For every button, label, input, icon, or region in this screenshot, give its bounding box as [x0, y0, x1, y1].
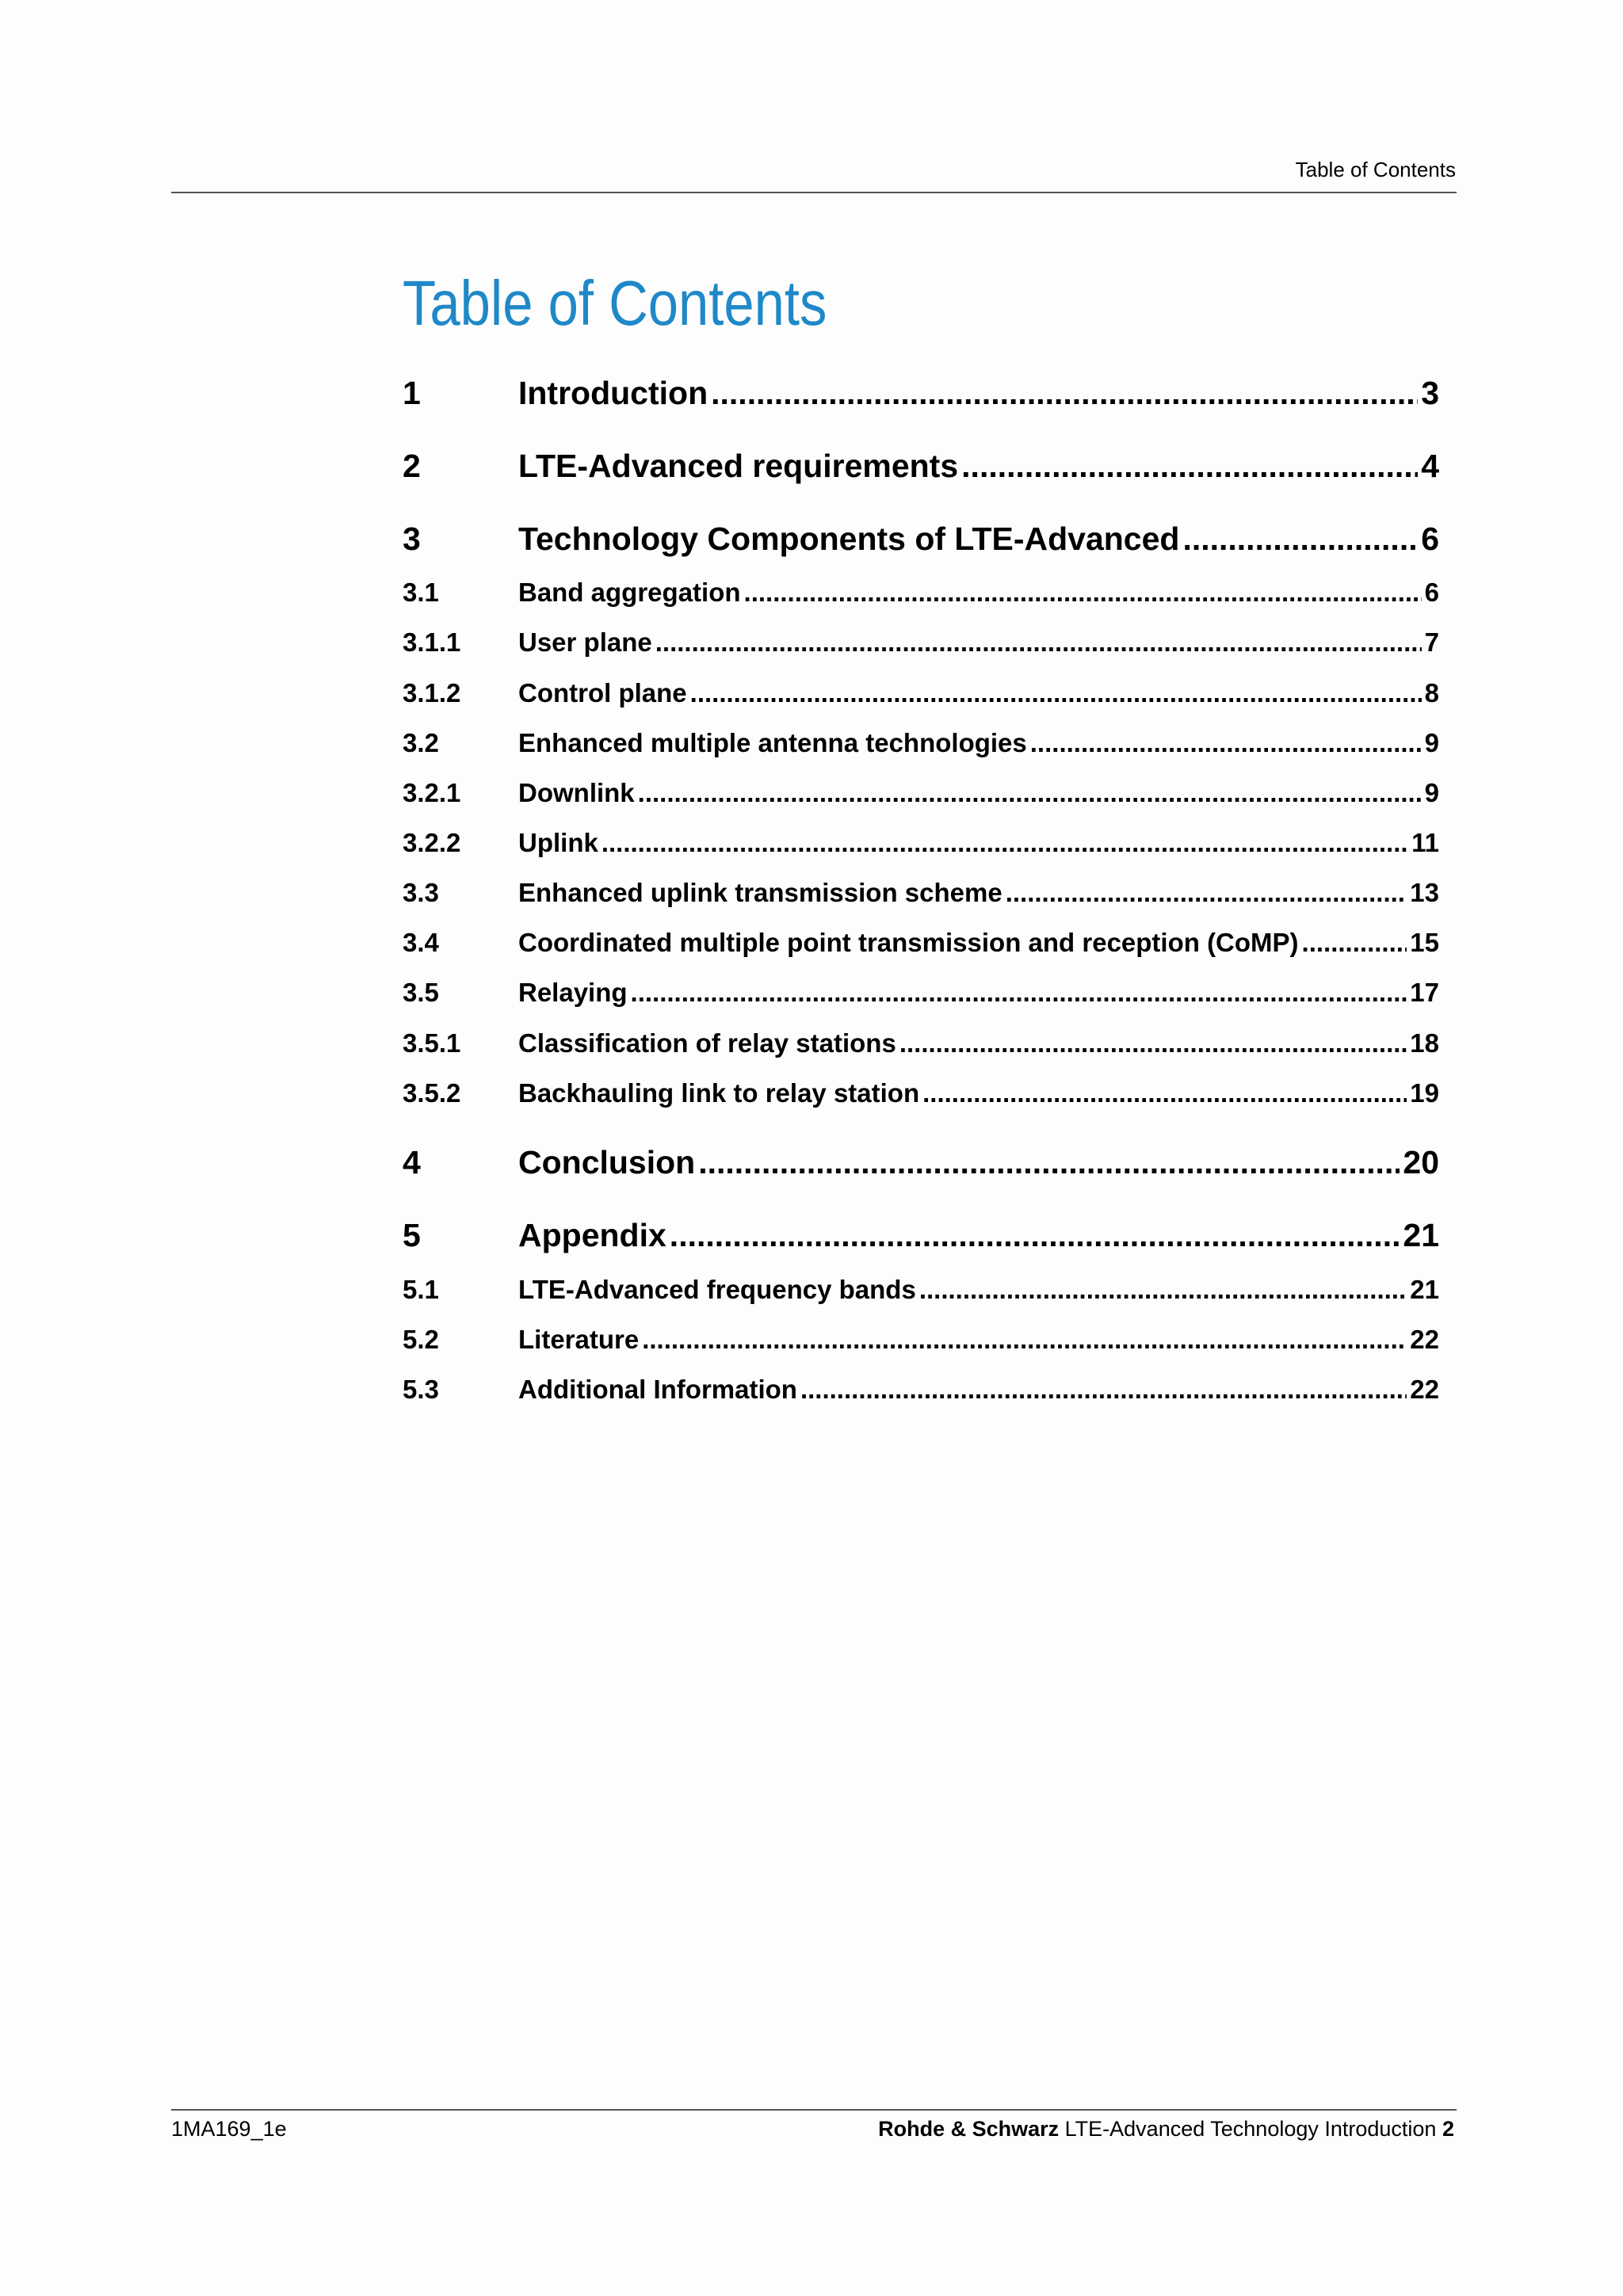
toc-entry-page: 9: [1424, 728, 1439, 757]
toc-entry-title: Appendix: [518, 1217, 666, 1253]
toc-entry-page: 8: [1424, 678, 1439, 707]
toc-entry-number: 3.2.1: [403, 778, 461, 807]
toc-entry-page: 19: [1410, 1078, 1439, 1108]
toc-entry-page: 13: [1410, 878, 1439, 907]
toc-entry-number: 3: [403, 521, 421, 557]
toc-entry-title: Coordinated multiple point transmission and reception (CoMP): [518, 928, 1299, 957]
toc-dot-leader: [642, 1324, 1407, 1356]
toc-entry-title: Literature: [518, 1325, 640, 1354]
toc-entry-title: Enhanced uplink transmission scheme: [518, 878, 1002, 907]
toc-dot-leader: [638, 777, 1422, 809]
toc-dot-leader: [744, 577, 1422, 608]
toc-dot-leader: [899, 1028, 1407, 1059]
toc-entry-number: 3.1: [403, 578, 439, 607]
toc-entry[interactable]: [403, 877, 1439, 909]
toc-entry-number: 3.4: [403, 928, 439, 957]
toc-entry-page: 6: [1424, 578, 1439, 607]
toc-dot-leader: [711, 374, 1418, 412]
toc-entry-page: 21: [1410, 1275, 1439, 1304]
toc-dot-leader: [1182, 520, 1418, 558]
toc-entry-page: 15: [1410, 928, 1439, 957]
toc-entry-page: 9: [1424, 778, 1439, 807]
toc-entry-number: 3.5.2: [403, 1078, 461, 1108]
toc-entry-page: 22: [1410, 1375, 1439, 1404]
toc-entry-page: 6: [1421, 521, 1439, 557]
toc-entry[interactable]: [403, 1077, 1439, 1109]
toc-entry-page: 17: [1410, 978, 1439, 1007]
toc-entry-page: 4: [1421, 448, 1439, 484]
running-header: Table of Contents: [1295, 158, 1456, 181]
toc-entry-number: 5.2: [403, 1325, 439, 1354]
toc-entry-page: 18: [1410, 1028, 1439, 1058]
toc-dot-leader: [670, 1216, 1400, 1254]
toc-entry-title: Introduction: [518, 375, 708, 411]
toc-entry-title: Uplink: [518, 828, 598, 857]
toc-entry-page: 20: [1403, 1144, 1439, 1180]
toc-entry-number: 3.2: [403, 728, 439, 757]
toc-entry[interactable]: [403, 627, 1439, 658]
toc-entry[interactable]: [403, 977, 1439, 1009]
toc-entry-number: 2: [403, 448, 421, 484]
header-rule: [171, 192, 1457, 193]
toc-dot-leader: [601, 827, 1408, 859]
toc-entry-title: Backhauling link to relay station: [518, 1078, 920, 1108]
toc-entry[interactable]: [403, 577, 1439, 608]
toc-entry[interactable]: [403, 374, 1439, 412]
toc-entry-number: 5.3: [403, 1375, 439, 1404]
toc-entry-title: Classification of relay stations: [518, 1028, 896, 1058]
toc-entry-page: 7: [1424, 627, 1439, 657]
toc-entry-title: Additional Information: [518, 1375, 797, 1404]
toc-dot-leader: [631, 977, 1407, 1009]
toc-entry-title: Downlink: [518, 778, 635, 807]
toc-entry[interactable]: [403, 1028, 1439, 1059]
toc-entry[interactable]: [403, 447, 1439, 485]
toc-entry-title: Band aggregation: [518, 578, 741, 607]
toc-entry[interactable]: [403, 677, 1439, 709]
toc-entry[interactable]: [403, 927, 1439, 959]
page-number: 2: [1442, 2117, 1454, 2141]
toc-entry-title: LTE-Advanced requirements: [518, 448, 959, 484]
toc-entry-page: 22: [1410, 1325, 1439, 1354]
toc-dot-leader: [698, 1143, 1400, 1181]
toc-entry[interactable]: [403, 1374, 1439, 1405]
toc-dot-leader: [800, 1374, 1407, 1405]
toc-entry-number: 4: [403, 1144, 421, 1180]
toc-entry-number: 5: [403, 1217, 421, 1253]
document-name: LTE-Advanced Technology Introduction: [1064, 2117, 1437, 2141]
toc-dot-leader: [1006, 877, 1407, 909]
toc-entry-number: 3.5: [403, 978, 439, 1007]
footer-rule: [171, 2109, 1457, 2111]
toc-dot-leader: [919, 1274, 1407, 1306]
toc-entry-page: 21: [1403, 1217, 1439, 1253]
brand-name: Rohde & Schwarz: [878, 2117, 1060, 2141]
toc-entry-number: 3.1.2: [403, 678, 461, 707]
document-id: 1MA169_1e: [171, 2117, 287, 2141]
toc-entry-number: 1: [403, 375, 421, 411]
toc-entry-page: 3: [1421, 375, 1439, 411]
toc-entry-title: Conclusion: [518, 1144, 696, 1180]
toc-entry[interactable]: [403, 1143, 1439, 1181]
toc-entry-title: LTE-Advanced frequency bands: [518, 1275, 916, 1304]
toc-entry-number: 3.1.1: [403, 627, 461, 657]
footer-credit: [878, 2116, 1454, 2142]
toc-entry[interactable]: [403, 827, 1439, 859]
toc-entry[interactable]: [403, 1324, 1439, 1356]
toc-dot-leader: [1302, 927, 1407, 959]
toc-entry-title: Enhanced multiple antenna technologies: [518, 728, 1027, 757]
toc-entry-title: Technology Components of LTE-Advanced: [518, 521, 1180, 557]
toc-entry[interactable]: [403, 1274, 1439, 1306]
toc-entry-number: 3.3: [403, 878, 439, 907]
toc-entry-page: 11: [1411, 828, 1439, 857]
toc-dot-leader: [655, 627, 1422, 658]
toc-dot-leader: [961, 447, 1418, 485]
toc-dot-leader: [690, 677, 1422, 709]
toc-entry[interactable]: [403, 777, 1439, 809]
toc-entry-title: Relaying: [518, 978, 628, 1007]
toc-entry-title: Control plane: [518, 678, 687, 707]
toc-entry[interactable]: [403, 1216, 1439, 1254]
page-title: Table of Contents: [403, 268, 827, 338]
toc-entry-number: 5.1: [403, 1275, 439, 1304]
toc-entry[interactable]: [403, 520, 1439, 558]
toc-entry-number: 3.5.1: [403, 1028, 461, 1058]
toc-entry-number: 3.2.2: [403, 828, 461, 857]
toc-dot-leader: [1030, 727, 1422, 759]
toc-entry[interactable]: [403, 727, 1439, 759]
toc-entry-title: User plane: [518, 627, 652, 657]
toc-dot-leader: [922, 1077, 1407, 1109]
